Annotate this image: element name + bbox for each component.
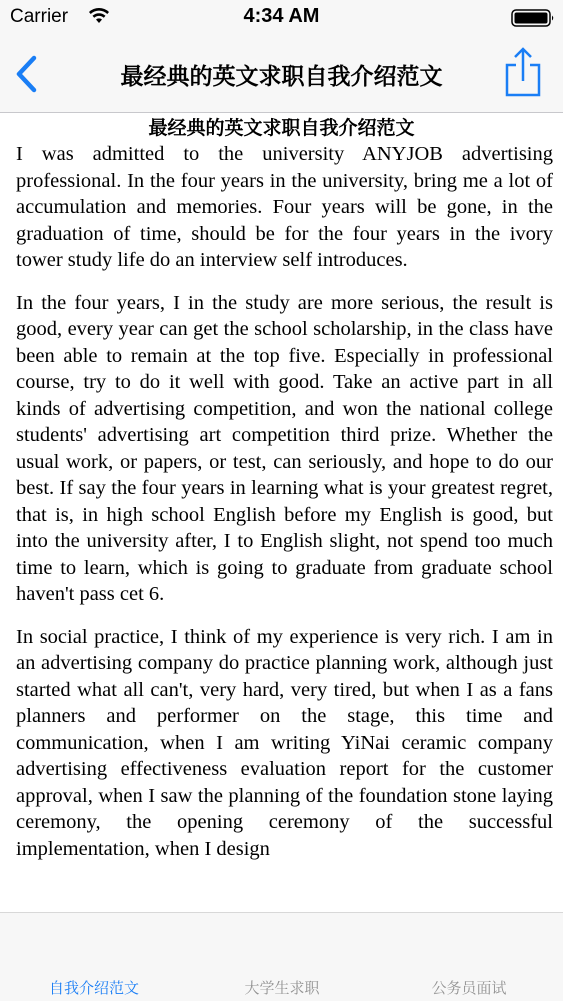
share-icon — [503, 46, 543, 98]
article-paragraph: I was admitted to the university ANYJOB advertising professional. In the four years in the university, bring me a lot of accumulation and memories. Four years will be gone, in the graduation of time, should be for the four years in the ivory tower study life do an interview self introduces. — [16, 143, 553, 271]
share-button[interactable] — [503, 46, 543, 98]
navigation-bar — [0, 36, 563, 113]
article-paragraph: In social practice, I think of my experience is very rich. I am in an advertising company do practice planning work, although just started what all can't, very hard, very tired, but when I as a fans planners and performer on the stage, this time and communication, when I am writing YiNai ceramic company advertising effectiveness evaluation report for the customer approval, when I saw the planning of the foundation stone laying ceremony, the opening ceremony of the successful implementation, when I design — [16, 625, 553, 860]
carrier-label: Carrier — [10, 6, 69, 27]
back-button[interactable] — [10, 54, 44, 94]
tab-self-introduction[interactable]: 自我介绍范文 — [48, 979, 139, 997]
clock: 4:34 AM — [243, 5, 320, 27]
page-title: 最经典的英文求职自我介绍范文 — [120, 64, 443, 90]
tab-college-jobs[interactable]: 大学生求职 — [244, 979, 320, 997]
battery-icon — [511, 8, 555, 28]
article-paragraph: In the four years, I in the study are more serious, the result is good, every year can get the school scholarship, in the class have been able to remain at the top five. Especially in professional course, try to do it well with good. Take an active part in all kinds of advertising competition, and won the national college students' advertising art competition third prize. Whether the usual work, or papers, or test, can seriously, and hope to do our best. If say the four years in learning what is your greatest regret, that is, in high school English before my English is good, but into the university after, I to English slight, not spend too much time to learn, which is going to graduate from graduate school haven't pass cet 6. — [16, 291, 553, 605]
tab-bar — [0, 912, 563, 1001]
article-content[interactable] — [0, 113, 563, 912]
status-bar — [0, 0, 563, 36]
tab-civil-service-interview[interactable]: 公务员面试 — [431, 979, 507, 997]
article-title: 最经典的英文求职自我介绍范文 — [148, 117, 415, 139]
chevron-left-icon — [10, 54, 44, 94]
